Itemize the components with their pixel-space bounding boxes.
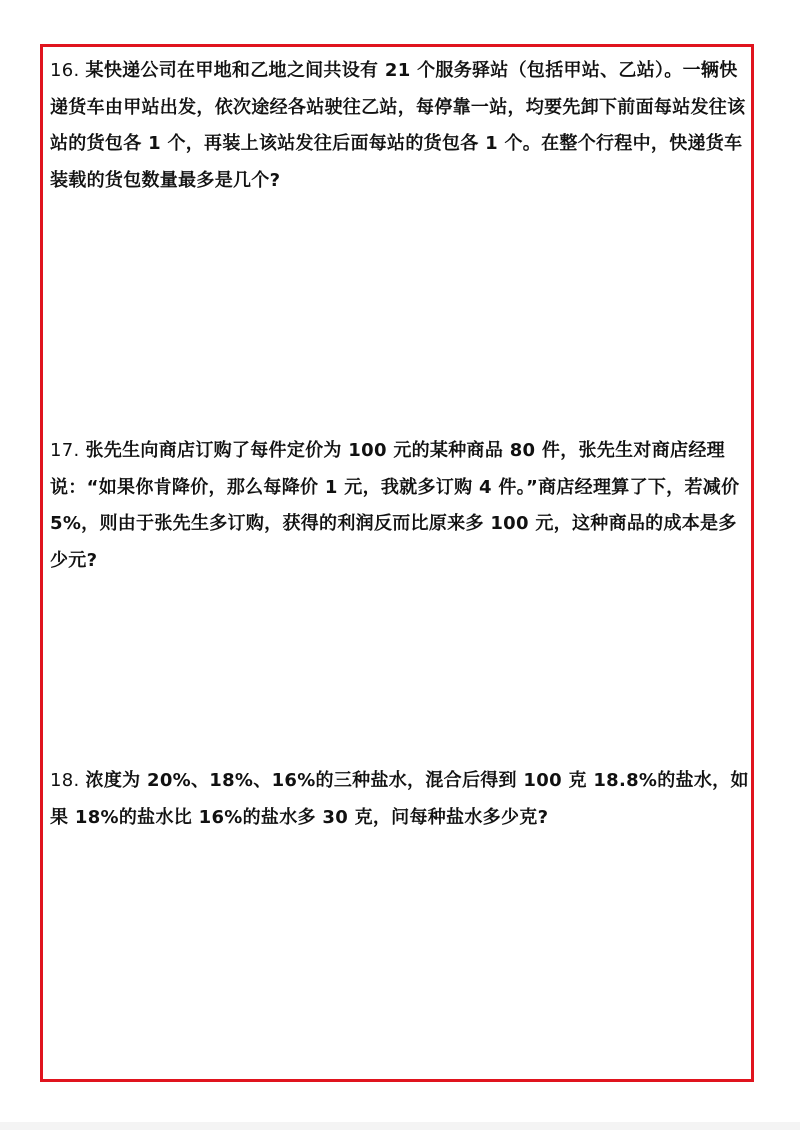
question-number: 16. [50, 60, 80, 81]
question-text: 张先生向商店订购了每件定价为 100 元的某种商品 80 件，张先生对商店经理说：“如果你肯降价，那么每降价 1 元，我就多订购 4 件。”商店经理算了下，若减价 5%，则由于张先生多订购，获得的利润反而比原来多 100 元，这种商品的成本是多少元? [50, 440, 740, 571]
question-text: 某快递公司在甲地和乙地之间共设有 21 个服务驿站（包括甲站、乙站）。一辆快递货车由甲站出发，依次途经各站驶往乙站，每停靠一站，均要先卸下前面每站发往该站的货包各 1 个，再装上该站发往后面每站的货包各 1 个。在整个行程中，快递货车装载的货包数量最多是几个? [50, 60, 746, 191]
question-number: 17. [50, 440, 80, 461]
question-18 [50, 763, 750, 836]
question-16 [50, 53, 750, 199]
question-number: 18. [50, 770, 80, 791]
question-17 [50, 433, 750, 579]
question-text: 浓度为 20%、18%、16%的三种盐水，混合后得到 100 克 18.8%的盐水，如果 18%的盐水比 16%的盐水多 30 克，问每种盐水多少克? [50, 770, 749, 828]
page-bottom-strip [0, 1122, 800, 1130]
